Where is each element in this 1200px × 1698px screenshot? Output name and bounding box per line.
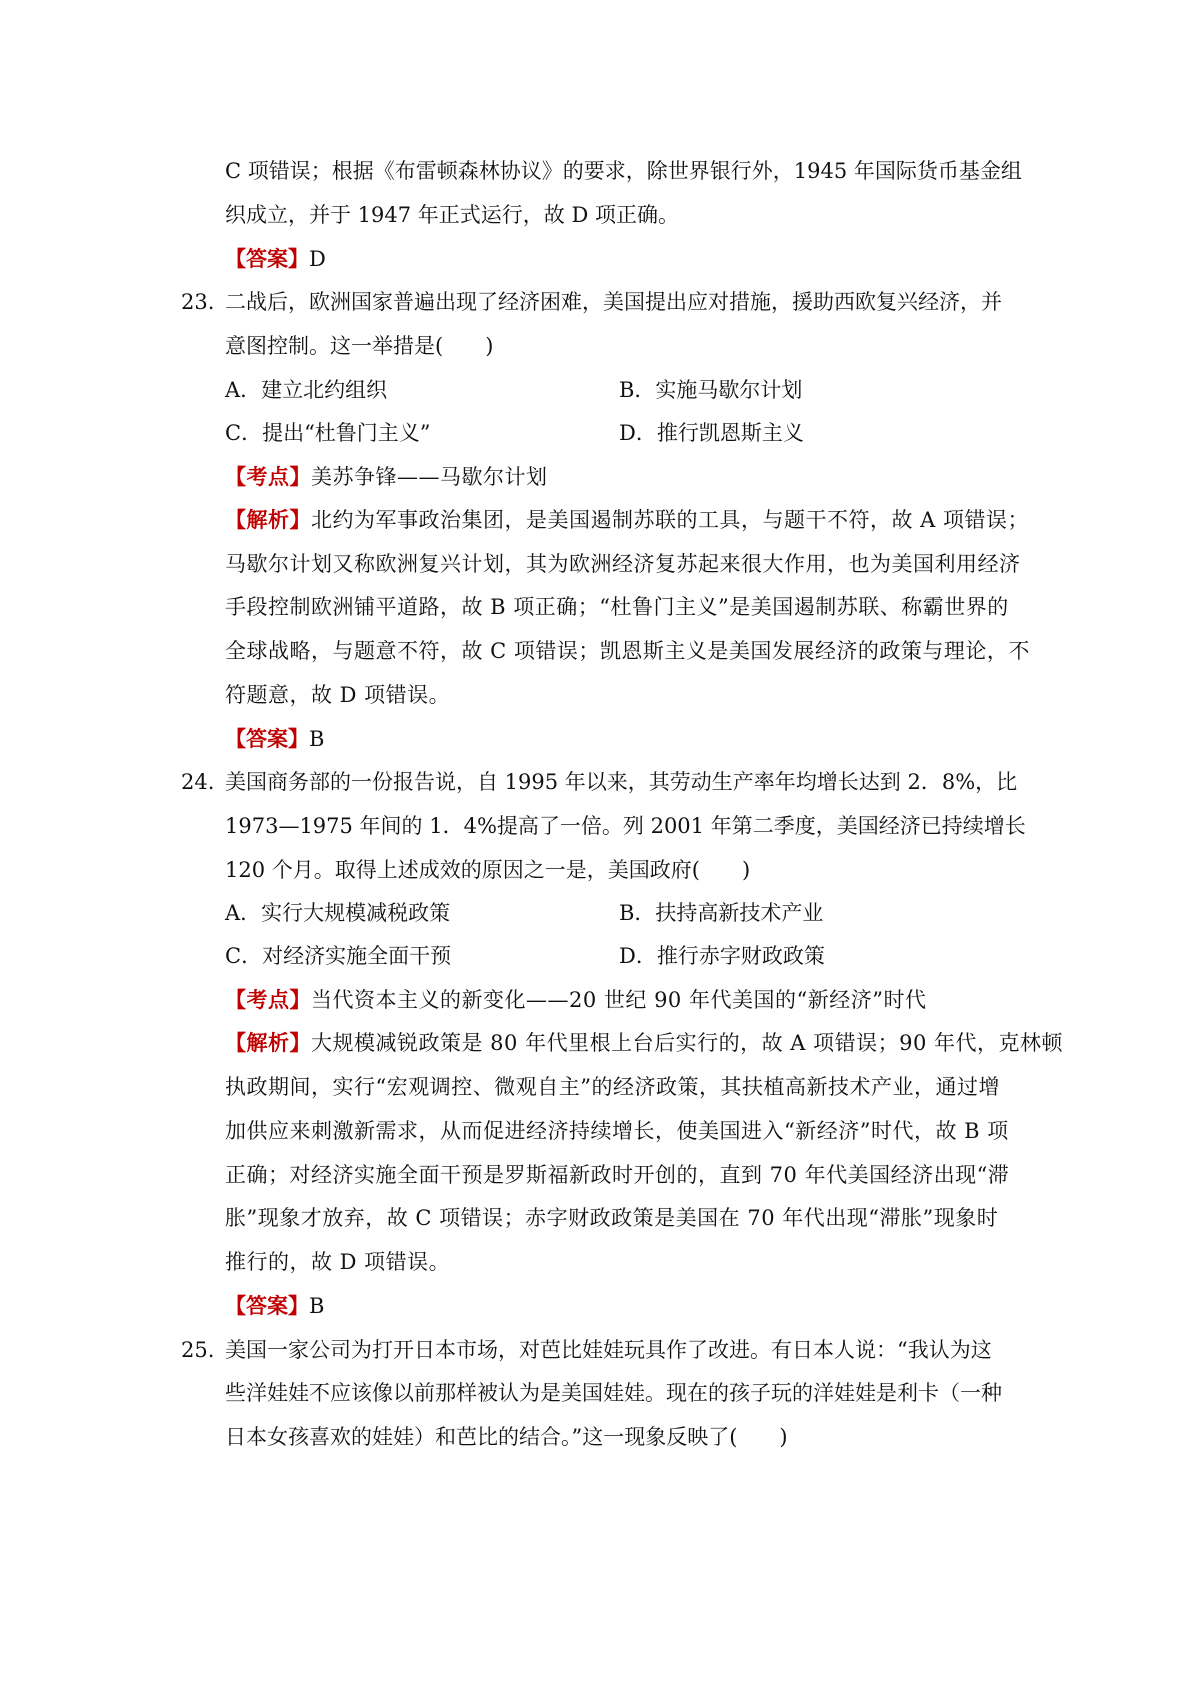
q24-option-b: B．扶持高新技术产业	[619, 901, 824, 925]
kaodian-tag: 【考点】	[225, 464, 311, 489]
jiexi-tag: 【解析】	[225, 1030, 311, 1055]
q24-answer	[225, 1291, 324, 1321]
q25-stem-line-3: 日本女孩喜欢的娃娃）和芭比的结合。”这一现象反映了( )	[225, 1425, 788, 1449]
q24-option-a: A．实行大规模减税政策	[225, 901, 451, 925]
kaodian-text: 当代资本主义的新变化——20 世纪 90 年代美国的“新经济”时代	[311, 988, 927, 1012]
q23-kaodian	[225, 462, 548, 492]
q24-jiexi-line-6: 推行的，故 D 项错误。	[225, 1250, 451, 1274]
q23-answer	[225, 724, 324, 754]
answer-value: B	[309, 727, 325, 751]
q24-jiexi-line-4: 正确；对经济实施全面干预是罗斯福新政时开创的，直到 70 年代美国经济出现“滞	[225, 1163, 1010, 1187]
q24-jiexi-line-5: 胀”现象才放弃，故 C 项错误；赤字财政政策是美国在 70 年代出现“滞胀”现象时	[225, 1206, 999, 1230]
kaodian-tag: 【考点】	[225, 987, 311, 1012]
kaodian-text: 美苏争锋——马歇尔计划	[311, 465, 548, 489]
q23-option-a: A．建立北约组织	[225, 378, 388, 402]
jiexi-text: 大规模减锐政策是 80 年代里根上台后实行的，故 A 项错误；90 年代，克林顿	[311, 1031, 1063, 1055]
q24-jiexi-line-2: 执政期间，实行“宏观调控、微观自主”的经济政策，其扶植高新技术产业，通过增	[225, 1075, 1000, 1099]
q24-stem-line-1: 美国商务部的一份报告说，自 1995 年以来，其劳动生产率年均增长达到 2．8%，比	[225, 770, 1018, 794]
q24-stem-line-3: 120 个月。取得上述成效的原因之一是，美国政府( )	[225, 858, 751, 882]
q23-jiexi-line-5: 符题意，故 D 项错误。	[225, 683, 451, 707]
q23-jiexi-line-4: 全球战略，与题意不符，故 C 项错误；凯恩斯主义是美国发展经济的政策与理论，不	[225, 639, 1030, 663]
prev-answer	[225, 244, 326, 274]
q23-option-d: D．推行凯恩斯主义	[619, 421, 804, 445]
q23-jiexi-line-3: 手段控制欧洲铺平道路，故 B 项正确；“杜鲁门主义”是美国遏制苏联、称霸世界的	[225, 595, 1009, 619]
q24-number: 24.	[181, 770, 215, 794]
jiexi-text: 北约为军事政治集团，是美国遏制苏联的工具，与题干不符，故 A 项错误；	[311, 508, 1030, 532]
answer-value: D	[309, 247, 326, 271]
q25-stem-line-2: 些洋娃娃不应该像以前那样被认为是美国娃娃。现在的孩子玩的洋娃娃是利卡（一种	[225, 1381, 1002, 1405]
q23-option-b: B．实施马歇尔计划	[619, 378, 803, 402]
q24-option-c: C．对经济实施全面干预	[225, 944, 452, 968]
q23-jiexi-line-1	[225, 505, 1029, 535]
answer-tag: 【答案】	[225, 246, 309, 271]
q24-jiexi-line-3: 加供应来刺激新需求，从而促进经济持续增长，使美国进入“新经济”时代，故 B 项	[225, 1119, 1009, 1143]
q25-number: 25.	[181, 1338, 215, 1362]
q23-stem-line-1: 二战后，欧洲国家普遍出现了经济困难，美国提出应对措施，援助西欧复兴经济，并	[225, 290, 1002, 314]
q25-stem-line-1: 美国一家公司为打开日本市场，对芭比娃娃玩具作了改进。有日本人说：“我认为这	[225, 1338, 992, 1362]
q24-stem-line-2: 1973—1975 年间的 1．4%提高了一倍。列 2001 年第二季度，美国经济已持续增长	[225, 814, 1026, 838]
jiexi-tag: 【解析】	[225, 507, 311, 532]
prev-analysis-line-2: 织成立，并于 1947 年正式运行，故 D 项正确。	[225, 203, 679, 227]
q23-jiexi-line-2: 马歇尔计划又称欧洲复兴计划，其为欧洲经济复苏起来很大作用，也为美国利用经济	[225, 552, 1021, 576]
q24-jiexi-line-1	[225, 1028, 1063, 1058]
q23-stem-line-2: 意图控制。这一举措是( )	[225, 334, 494, 358]
answer-tag: 【答案】	[225, 726, 309, 751]
q23-number: 23.	[181, 290, 215, 314]
prev-analysis-line-1: C 项错误；根据《布雷顿森林协议》的要求，除世界银行外，1945 年国际货币基金组	[225, 159, 1022, 183]
q24-kaodian	[225, 985, 926, 1015]
q23-option-c: C．提出“杜鲁门主义”	[225, 421, 431, 445]
q24-option-d: D．推行赤字财政政策	[619, 944, 825, 968]
answer-tag: 【答案】	[225, 1293, 309, 1318]
answer-value: B	[309, 1294, 325, 1318]
